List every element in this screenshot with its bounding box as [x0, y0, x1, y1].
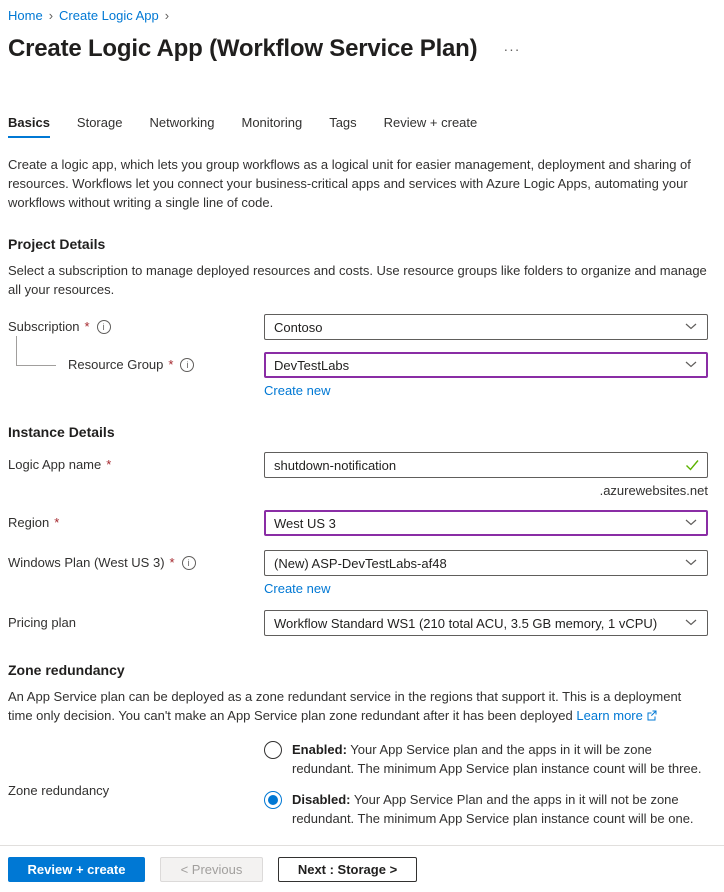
resource-group-field — [264, 352, 708, 398]
zone-redundancy-disabled-radio[interactable] — [264, 790, 708, 828]
region-value: West US 3 — [274, 515, 336, 531]
breadcrumb-separator-icon: › — [164, 8, 170, 23]
chevron-down-icon — [684, 357, 698, 374]
required-asterisk: * — [169, 555, 175, 570]
logic-app-name-field — [264, 452, 708, 498]
pricing-plan-select[interactable] — [264, 610, 708, 636]
external-link-icon — [646, 707, 658, 726]
region-label-text: Region — [8, 515, 50, 530]
review-create-button[interactable]: Review + create — [8, 857, 145, 882]
windows-plan-field — [264, 550, 708, 596]
info-icon[interactable]: i — [182, 556, 196, 570]
pricing-plan-label — [8, 610, 264, 630]
footer-bar — [0, 845, 724, 892]
enabled-option-bold: Enabled: — [292, 742, 347, 757]
windows-plan-create-new-link[interactable]: Create new — [264, 581, 331, 596]
instance-details-heading: Instance Details — [8, 424, 115, 440]
chevron-down-icon — [684, 319, 698, 336]
subscription-label — [8, 314, 264, 334]
hierarchy-connector-line — [16, 336, 56, 366]
tab-basics[interactable]: Basics — [8, 115, 50, 138]
windows-plan-value: (New) ASP-DevTestLabs-af48 — [274, 555, 447, 571]
tab-storage[interactable]: Storage — [76, 115, 123, 130]
resource-group-row — [8, 352, 708, 398]
zone-redundancy-row — [8, 740, 708, 840]
zone-redundancy-field-label-text: Zone redundancy — [8, 783, 110, 798]
zone-redundancy-description-text: An App Service plan can be deployed as a zone redundant service in the regions that support it. This is a deployment time only decision. You can't make an App Service plan zone redundant after it has been deployed — [8, 689, 682, 723]
breadcrumb — [8, 8, 708, 23]
resource-group-create-new-link[interactable]: Create new — [264, 383, 331, 398]
resource-group-value: DevTestLabs — [274, 357, 350, 373]
domain-suffix: .azurewebsites.net — [599, 483, 708, 498]
tab-monitoring[interactable]: Monitoring — [241, 115, 303, 130]
logic-app-name-label-text: Logic App name — [8, 457, 102, 472]
windows-plan-select[interactable] — [264, 550, 708, 576]
chevron-down-icon — [684, 615, 698, 632]
project-details-heading: Project Details — [8, 236, 106, 252]
info-icon[interactable]: i — [180, 358, 194, 372]
pricing-plan-row — [8, 610, 708, 636]
logic-app-name-input[interactable] — [264, 452, 708, 478]
learn-more-link[interactable]: Learn more — [576, 708, 643, 723]
zone-redundancy-description — [8, 687, 708, 726]
zone-redundancy-options — [264, 740, 708, 840]
pricing-plan-label-text: Pricing plan — [8, 615, 76, 630]
disabled-option-text — [292, 790, 708, 828]
subscription-value: Contoso — [274, 319, 323, 335]
valid-check-icon — [684, 457, 700, 476]
logic-app-name-input-wrap — [264, 452, 708, 478]
breadcrumb-create-logic-app-link[interactable]: Create Logic App — [59, 8, 159, 23]
zone-redundancy-heading: Zone redundancy — [8, 662, 125, 678]
subscription-select[interactable] — [264, 314, 708, 340]
logic-app-name-row — [8, 452, 708, 498]
project-details-description: Select a subscription to manage deployed resources and costs. Use resource groups like folders to organize and manage all your resources. — [8, 263, 707, 297]
chevron-down-icon — [684, 555, 698, 572]
breadcrumb-separator-icon: › — [48, 8, 54, 23]
windows-plan-label — [8, 550, 264, 570]
required-asterisk: * — [168, 357, 174, 372]
required-asterisk: * — [84, 319, 90, 334]
next-storage-button[interactable]: Next : Storage > — [278, 857, 417, 882]
required-asterisk: * — [54, 515, 60, 530]
info-icon[interactable]: i — [97, 320, 111, 334]
region-field — [264, 510, 708, 536]
region-row — [8, 510, 708, 536]
more-options-icon[interactable]: ··· — [503, 41, 521, 57]
pricing-plan-field — [264, 610, 708, 636]
enabled-option-rest: Your App Service plan and the apps in it will be zone redundant. The minimum App Service plan instance count will be three. — [292, 742, 702, 776]
resource-group-label-text: Resource Group — [68, 357, 164, 372]
tab-networking[interactable]: Networking — [149, 115, 215, 130]
page-title: Create Logic App (Workflow Service Plan) — [8, 35, 478, 62]
required-asterisk: * — [106, 457, 112, 472]
pricing-plan-value: Workflow Standard WS1 (210 total ACU, 3.5 GB memory, 1 vCPU) — [274, 615, 658, 631]
title-row — [8, 35, 708, 63]
chevron-down-icon — [684, 515, 698, 532]
subscription-field — [264, 314, 708, 340]
breadcrumb-home-link[interactable]: Home — [8, 8, 43, 23]
radio-unselected-icon — [264, 741, 282, 759]
logic-app-name-label — [8, 452, 264, 472]
zone-redundancy-field-label — [8, 740, 264, 840]
windows-plan-row — [8, 550, 708, 596]
previous-button[interactable]: < Previous — [160, 857, 263, 882]
subscription-row — [8, 314, 708, 340]
disabled-option-bold: Disabled: — [292, 792, 351, 807]
resource-group-select[interactable] — [264, 352, 708, 378]
tab-bar — [8, 115, 708, 138]
intro-text: Create a logic app, which lets you group workflows as a logical unit for easier management, deployment and sharing of resources. Workflows let you connect your business-critical apps and services with Azure Logic Apps, automating your workflows without writing a single line of code. — [8, 157, 691, 210]
tab-review-create[interactable]: Review + create — [383, 115, 478, 130]
disabled-option-rest: Your App Service Plan and the apps in it will not be zone redundant. The minimum App Service plan instance count will be one. — [292, 792, 694, 826]
windows-plan-label-text: Windows Plan (West US 3) — [8, 555, 165, 570]
zone-redundancy-enabled-radio[interactable] — [264, 740, 708, 778]
region-label — [8, 510, 264, 530]
radio-selected-icon — [264, 791, 282, 809]
subscription-label-text: Subscription — [8, 319, 80, 334]
tab-tags[interactable]: Tags — [329, 115, 357, 130]
enabled-option-text — [292, 740, 708, 778]
region-select[interactable] — [264, 510, 708, 536]
